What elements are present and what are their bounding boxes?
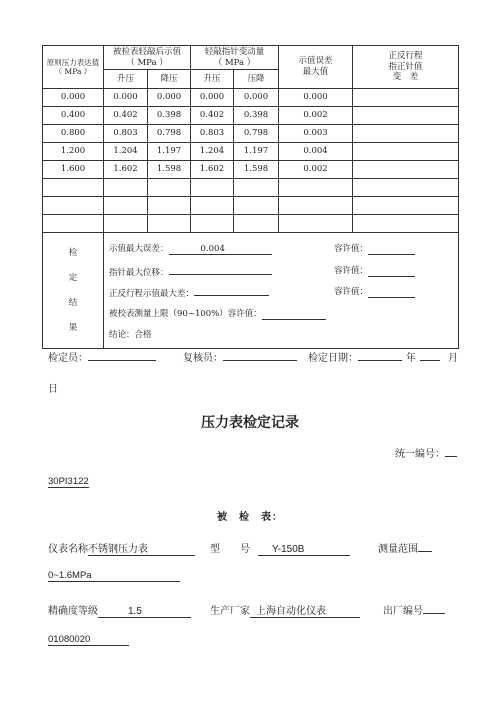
maker-value: 上海自动化仪表 [250,606,360,618]
month-label: 月 [448,353,458,364]
reviewer-line [183,349,297,364]
cell-standard: 1.200 [43,143,104,161]
result-label-char: 定 [68,272,78,283]
cell-up-shift [191,197,234,215]
cell-down [148,215,191,233]
cell-down-shift: 0.000 [234,89,279,107]
range-line [378,540,432,555]
unified-number-blank [445,445,457,457]
range-value: 0~1.6MPa [48,570,180,582]
cell-up-shift: 1.602 [191,161,234,179]
serial-label: 出厂编号 [383,606,423,617]
cell-standard: 0.800 [43,125,104,143]
table-row [43,161,459,179]
table-row [43,215,459,233]
date-line [308,349,458,364]
conclusion-value: 合格 [134,330,152,341]
calibration-table [42,45,459,349]
cell-up-shift [191,179,234,197]
cell-hysteresis [353,143,459,161]
cell-error: 0.002 [279,161,353,179]
subheader-up: 升压 [104,70,148,89]
header-error [279,46,353,89]
cell-up-shift [191,215,234,233]
tolerance-blank [368,244,415,255]
result-label-char: 果 [68,322,78,333]
range-label: 测量范围 [378,544,418,555]
cell-down-shift: 1.197 [234,143,279,161]
cell-down: 0.000 [148,89,191,107]
cell-error [279,179,353,197]
tolerance-blank [368,266,415,277]
cell-up: 1.204 [104,143,148,161]
unified-number-value: 30PI3122 [48,476,89,487]
serial-value: 01080020 [48,634,129,646]
cell-down-shift [234,215,279,233]
header-hysteresis-line3: 变 差 [392,72,419,83]
cell-error: 0.000 [279,89,353,107]
inspector-blank [88,349,156,361]
range-blank [418,540,432,552]
inspector-label: 检定员： [48,353,88,364]
header-shift-unit: （ MPa ） [213,57,256,68]
inspector-line [48,349,156,364]
accuracy-line [48,602,191,618]
model-value: Y-150B [258,544,350,556]
header-standard-unit: （ MPa ） [54,67,92,76]
conclusion-label: 结论： [109,330,135,341]
result-notes [104,233,459,349]
year-blank [358,349,402,361]
cell-up [104,215,148,233]
header-reading-label: 被检表轻敲后示值 [113,46,182,57]
cell-error: 0.003 [279,125,353,143]
cell-down: 0.398 [148,107,191,125]
cell-up [104,197,148,215]
cell-hysteresis [353,215,459,233]
cell-down-shift: 0.798 [234,125,279,143]
result-label-char: 结 [68,297,78,308]
header-error-line1: 示值误差 [298,56,333,67]
maker-line [210,602,360,618]
instrument-name-value: 不锈钢压力表 [88,544,195,556]
header-hysteresis-line2: 指正针值 [388,61,423,72]
reviewer-label: 复核员： [183,353,223,364]
cell-hysteresis [353,107,459,125]
accuracy-label: 精确度等级 [48,606,98,617]
max-error-label: 示值最大误差： [109,244,169,255]
cell-up-shift: 0.803 [191,125,234,143]
section-title: 被 检 表： [217,512,283,523]
table-row [43,125,459,143]
header-reading-unit: （ MPa ） [126,57,168,68]
cell-error [279,215,353,233]
hysteresis-label: 正反行程示值最大差： [109,289,195,300]
instrument-name-line [48,540,195,556]
month-blank [420,349,440,361]
table-row [43,89,459,107]
table-row [43,107,459,125]
unified-number-value-line [48,476,89,488]
model-label: 型 号 [210,544,250,555]
cell-down: 1.598 [148,161,191,179]
cell-down-shift [234,179,279,197]
model-line [210,540,350,556]
cell-standard [43,179,104,197]
max-error-value: 0.004 [169,244,272,255]
cell-standard: 1.600 [43,161,104,179]
unified-number-line [395,445,457,460]
cell-down [148,179,191,197]
serial-blank [423,602,445,614]
serial-value-line [48,634,129,646]
cell-hysteresis [353,125,459,143]
cell-down-shift: 0.398 [234,107,279,125]
cell-up: 1.602 [104,161,148,179]
date-label: 检定日期： [308,353,358,364]
instrument-name-label: 仪表名称 [48,544,88,555]
range-value-line [48,570,180,582]
year-label: 年 [406,353,416,364]
cell-up: 0.402 [104,107,148,125]
header-hysteresis-line1: 正反行程 [388,51,423,62]
pointer-shift-label: 指针最大位移： [109,267,169,278]
page-title: 压力表检定记录 [201,415,299,431]
table-row [43,179,459,197]
header-error-line2: 最大值 [302,67,329,77]
cell-down-shift [234,197,279,215]
cell-down: 1.197 [148,143,191,161]
cell-down-shift: 1.598 [234,161,279,179]
subheader-up-shift: 升压 [191,70,234,89]
cell-up: 0.000 [104,89,148,107]
cell-standard: 0.400 [43,107,104,125]
tolerance-label: 容许值： [334,287,369,298]
header-hysteresis [353,46,459,89]
header-shift [191,46,279,70]
header-reading [104,46,191,70]
result-label-cell [43,233,104,349]
cell-standard: 0.000 [43,89,104,107]
cell-up: 0.803 [104,125,148,143]
table-row [43,197,459,215]
serial-line [383,602,445,617]
cell-hysteresis [353,161,459,179]
accuracy-value: 1.5 [98,606,191,618]
hysteresis-blank [194,285,269,296]
subheader-down: 降压 [148,70,191,89]
cell-standard [43,197,104,215]
cell-down: 0.798 [148,125,191,143]
tolerance-label: 容许值： [334,265,369,276]
cell-hysteresis [353,197,459,215]
upper-limit-blank [262,309,326,320]
cell-error [279,197,353,215]
tolerance-blank [368,287,415,298]
reviewer-blank [223,349,297,361]
unified-number-label: 统一编号： [395,449,445,460]
upper-limit-label: 被校表测量上限（90~100%）容许值： [109,308,262,319]
day-label: 日 [48,384,58,395]
header-shift-label: 轻敲指针变动量 [204,46,265,57]
header-standard [43,46,104,89]
pointer-shift-blank [169,264,272,275]
cell-up-shift: 0.000 [191,89,234,107]
cell-standard [43,215,104,233]
result-label-char: 检 [68,247,78,258]
header-standard-label: 原则压力表达值 [46,57,100,67]
subheader-down-shift: 压降 [234,70,279,89]
cell-up-shift: 1.204 [191,143,234,161]
table-row [43,143,459,161]
cell-up-shift: 0.402 [191,107,234,125]
cell-down [148,197,191,215]
cell-hysteresis [353,179,459,197]
tolerance-label: 容许值： [334,244,369,255]
cell-hysteresis [353,89,459,107]
cell-up [104,179,148,197]
maker-label: 生产厂家 [210,606,250,617]
cell-error: 0.004 [279,143,353,161]
cell-error: 0.002 [279,107,353,125]
